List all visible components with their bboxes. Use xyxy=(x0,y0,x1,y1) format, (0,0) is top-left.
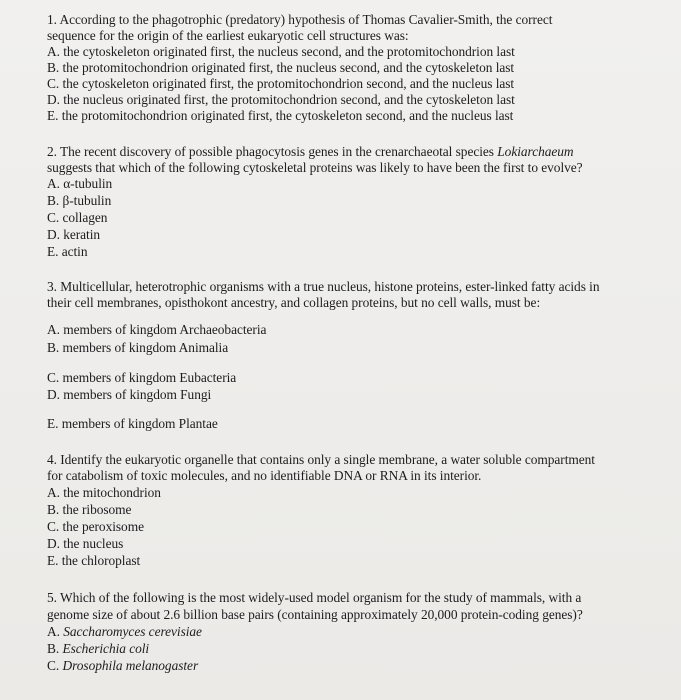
question-1-option-e: E. the protomitochondrion originated first, the cytoskeleton second, and the nucleus last xyxy=(47,108,514,123)
question-5-option-c-text: Drosophila melanogaster xyxy=(62,658,199,673)
question-5-option-b-text: Escherichia coli xyxy=(62,641,150,656)
question-5-option-b xyxy=(47,641,149,657)
question-3-option-a: A. members of kingdom Archaeobacteria xyxy=(47,322,267,337)
question-3-stem-line-1: 3. Multicellular, heterotrophic organisms with a true nucleus, histone proteins, ester-linked fatty acids in xyxy=(47,279,600,294)
question-2-stem-text: 2. The recent discovery of possible phagocytosis genes in the crenarchaeotal species xyxy=(47,144,494,159)
question-4-option-a: A. the mitochondrion xyxy=(47,485,161,500)
question-5-option-a xyxy=(47,624,202,640)
question-4-option-d: D. the nucleus xyxy=(47,536,124,551)
question-2-species-name: Lokiarchaeum xyxy=(497,144,574,159)
question-5-option-a-text: Saccharomyces cerevisiae xyxy=(63,624,202,639)
question-4-stem-line-1: 4. Identify the eukaryotic organelle that contains only a single membrane, a water soluble compartment xyxy=(47,452,595,467)
question-5-option-b-letter: B. xyxy=(47,641,60,656)
question-3-option-d: D. members of kingdom Fungi xyxy=(47,387,212,402)
question-2-option-d: D. keratin xyxy=(47,227,101,242)
question-2-stem-line-2: suggests that which of the following cytoskeletal proteins was likely to have been the first to evolve? xyxy=(47,160,583,175)
question-4-option-e: E. the chloroplast xyxy=(47,553,141,568)
question-1-stem-line-2: sequence for the origin of the earliest eukaryotic cell structures was: xyxy=(47,28,409,43)
question-2-option-b: B. β-tubulin xyxy=(47,193,112,208)
question-2-option-c: C. collagen xyxy=(47,210,108,225)
question-2-stem-line-1 xyxy=(47,144,574,160)
question-2-option-a: A. α-tubulin xyxy=(47,176,113,191)
question-3-option-c: C. members of kingdom Eubacteria xyxy=(47,370,237,385)
question-5-stem-line-1: 5. Which of the following is the most widely-used model organism for the study of mammals, with a xyxy=(47,590,582,605)
question-1-option-b: B. the protomitochondrion originated first, the nucleus second, and the cytoskeleton last xyxy=(47,60,515,75)
question-2-option-e: E. actin xyxy=(47,244,88,259)
question-3-option-b: B. members of kingdom Animalia xyxy=(47,340,229,355)
question-4-option-b: B. the ribosome xyxy=(47,502,132,517)
question-1-option-d: D. the nucleus originated first, the protomitochondrion second, and the cytoskeleton last xyxy=(47,92,515,107)
question-4-option-c: C. the peroxisome xyxy=(47,519,144,534)
question-1-stem-line-1: 1. According to the phagotrophic (predatory) hypothesis of Thomas Cavalier-Smith, the correct xyxy=(47,12,553,27)
question-5-option-a-letter: A. xyxy=(47,624,60,639)
question-5-stem-line-2: genome size of about 2.6 billion base pairs (containing approximately 20,000 protein-coding genes)? xyxy=(47,607,583,622)
question-4-stem-line-2: for catabolism of toxic molecules, and no identifiable DNA or RNA in its interior. xyxy=(47,468,482,483)
question-5-option-c xyxy=(47,658,198,674)
question-1-option-c: C. the cytoskeleton originated first, the protomitochondrion second, and the nucleus last xyxy=(47,76,515,91)
question-5-option-c-letter: C. xyxy=(47,658,60,673)
question-1-option-a: A. the cytoskeleton originated first, the nucleus second, and the protomitochondrion last xyxy=(47,44,515,59)
question-3-stem-line-2: their cell membranes, opisthokont ancestry, and collagen proteins, but no cell walls, must be: xyxy=(47,295,541,310)
question-3-option-e: E. members of kingdom Plantae xyxy=(47,416,218,431)
